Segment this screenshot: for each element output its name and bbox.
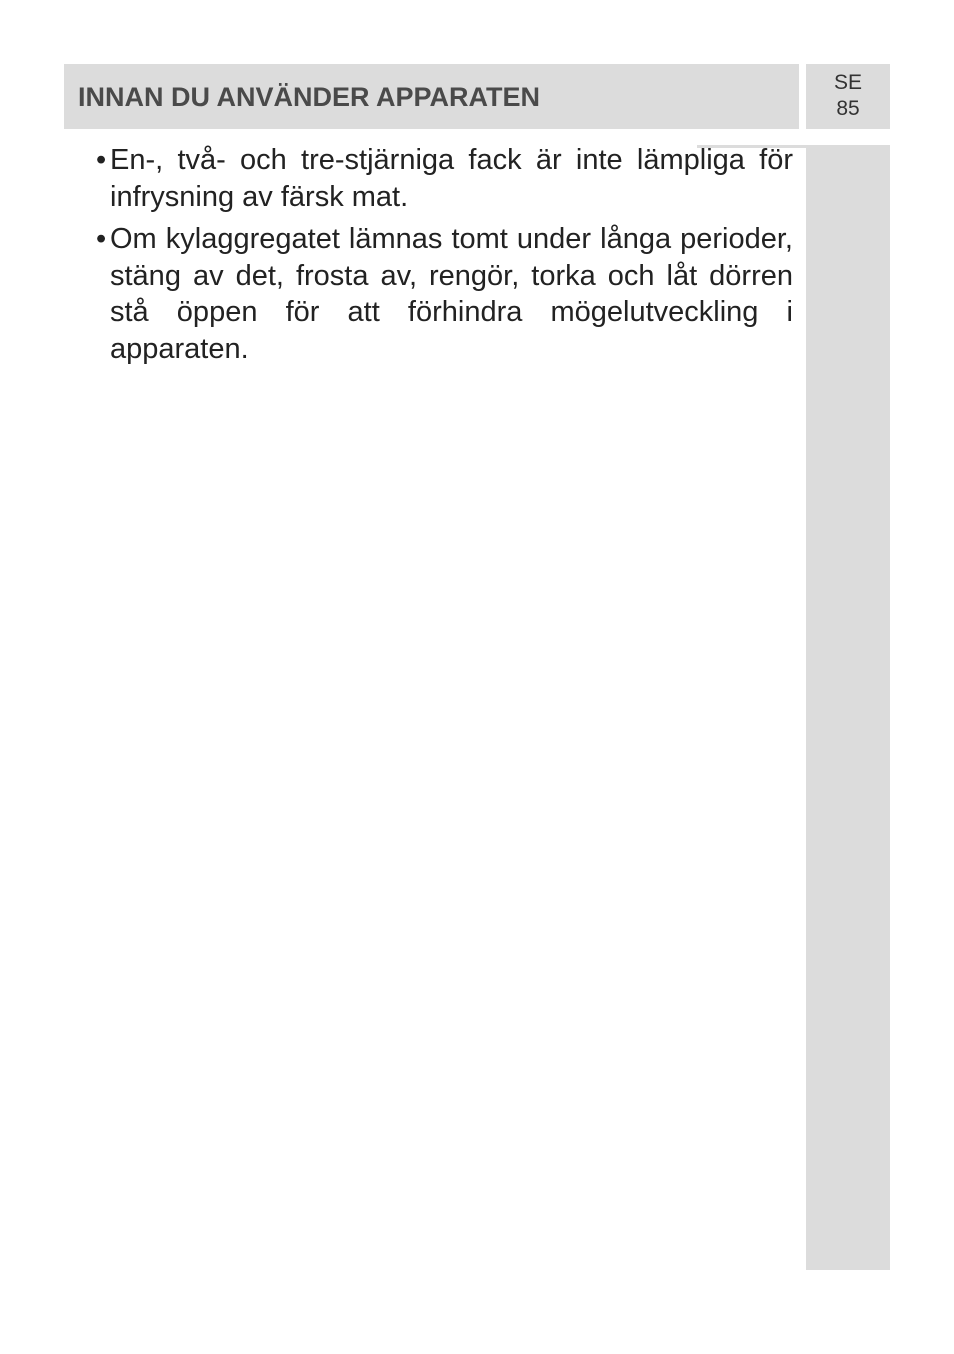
bullet-list [96, 142, 793, 373]
list-item [96, 142, 793, 215]
bullet-icon: • [96, 223, 107, 255]
bullet-icon: • [96, 144, 107, 176]
list-item-text: Om kylaggregatet lämnas tomt under långa perioder, stäng av det, frosta av, rengör, torka och låt dörren stå öppen för att förhindra mögelutveckling i apparaten. [110, 223, 793, 365]
side-bar [806, 145, 890, 1270]
page-number: 85 [836, 97, 860, 120]
language-code: SE [833, 71, 862, 94]
language-page-box [806, 64, 890, 129]
list-item-text: En-, två- och tre-stjärniga fack är inte lämpliga för infrysning av färsk mat. [110, 144, 793, 213]
section-title: INNAN DU ANVÄNDER APPARATEN [78, 82, 541, 112]
list-item [96, 221, 793, 367]
